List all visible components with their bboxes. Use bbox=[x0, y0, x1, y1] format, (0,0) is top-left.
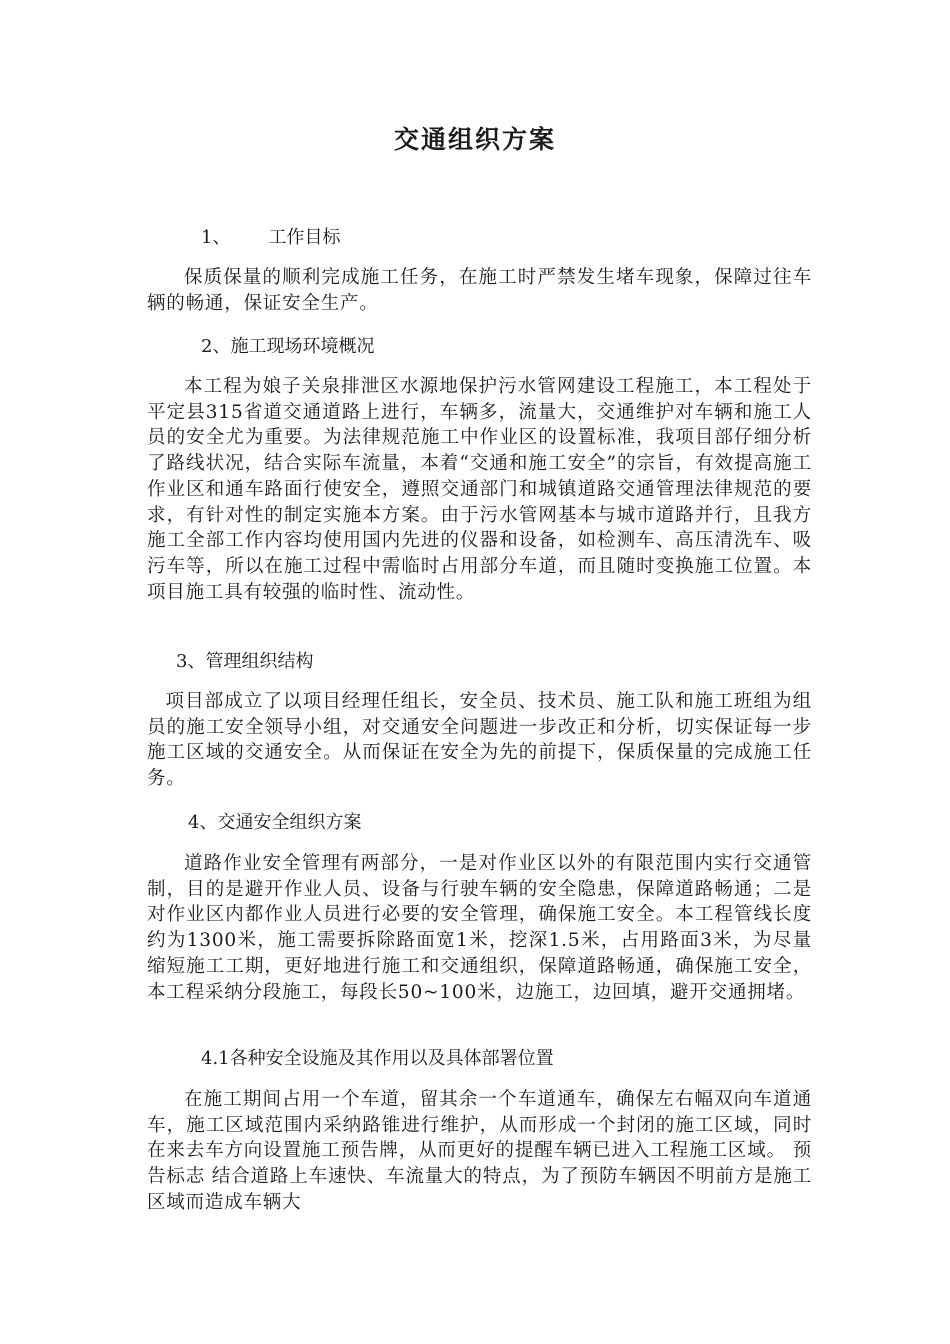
document-title: 交通组织方案 bbox=[393, 125, 556, 154]
section-body-1: 保质保量的顺利完成施工任务，在施工时严禁发生堵车现象，保障过往车辆的畅通，保证安全生产。 bbox=[147, 267, 812, 314]
section-heading-1 bbox=[201, 225, 340, 251]
section-body-4: 道路作业安全管理有两部分，一是对作业区以外的有限范围内实行交通管制，目的是避开作业人员、设备与行驶车辆的安全隐患，保障道路畅通；二是对作业区内都作业人员进行必要的安全管理，确保施工安全。本工程管线长度约为1300米，施工需要拆除路面宽1米，挖深1.5米，占用路面3米，为尽量缩短施工工期，更好地进行施工和交通组织，保障道路畅通，确保施工安全，本工程采纳分段施工，每段长50~100米，边施工，边回填，避开交通拥堵。 bbox=[147, 853, 812, 1003]
section-heading-4-1: 4.1各种安全设施及其作用以及具体部署位置 bbox=[201, 1048, 554, 1069]
section-heading-2: 2、施工现场环境概况 bbox=[201, 336, 375, 357]
section-number: 1、 bbox=[201, 227, 231, 248]
section-body-4-1: 在施工期间占用一个车道，留其余一个车道通车，确保左右幅双向车道通车，施工区域范围内采纳路锥进行维护，从而形成一个封闭的施工区域，同时在来去车方向设置施工预告牌，从而更好的提醒车辆已进入工程施工区域。 预告标志 结合道路上车速快、车流量大的特点，为了预防车辆因不明前方是施工区域而造成车辆大 bbox=[147, 1089, 812, 1213]
section-heading-3: 3、管理组织结构 bbox=[176, 651, 314, 672]
section-heading-4: 4、交通安全组织方案 bbox=[188, 812, 362, 833]
section-body-3: 项目部成立了以项目经理任组长，安全员、技术员、施工队和施工班组为组员的施工安全领导小组，对交通安全问题进一步改正和分析，切实保证每一步施工区域的交通安全。从而保证在安全为先的前提下，保质保量的完成施工任务。 bbox=[147, 691, 812, 790]
section-heading-text: 工作目标 bbox=[268, 227, 341, 248]
section-body-2: 本工程为娘子关泉排泄区水源地保护污水管网建设工程施工，本工程处于平定县315省道交通道路上进行，车辆多，流量大，交通维护对车辆和施工人员的安全尤为重要。为法律规范施工中作业区的设置标准，我项目部仔细分析了路线状况，结合实际车流量，本着“交通和施工安全”的宗旨，有效提高施工作业区和通车路面行使安全，遵照交通部门和城镇道路交通管理法律规范的要求，有针对性的制定实施本方案。由于污水管网基本与城市道路并行，且我方施工全部工作内容均使用国内先进的仪器和设备，如检测车、高压清洗车、吸污车等，所以在施工过程中需临时占用部分车道，而且随时变换施工位置。本项目施工具有较强的临时性、流动性。 bbox=[147, 376, 812, 603]
